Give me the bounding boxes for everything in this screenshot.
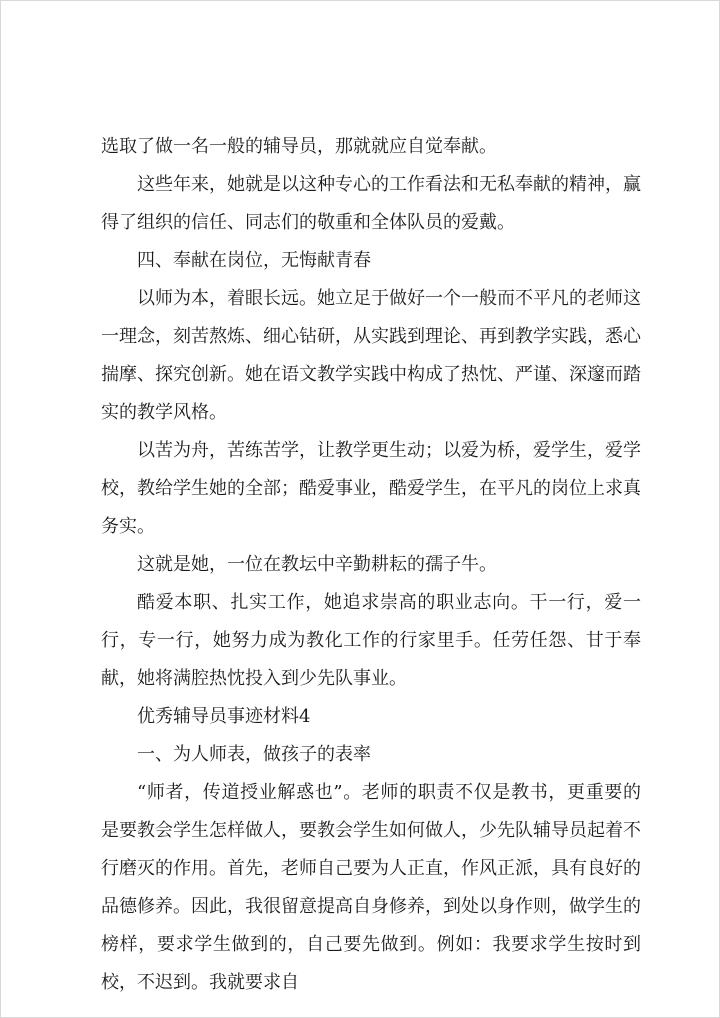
- document-subtitle: 优秀辅导员事迹材料4: [137, 706, 311, 727]
- paragraph: 选取了做一名一般的辅导员，那就就应自觉奉献。: [101, 136, 497, 157]
- section-heading: 一、为人师表，做孩子的表率: [137, 744, 371, 765]
- paragraph: 这些年来，她就是以这种专心的工作看法和无私奉献的精神，赢得了组织的信任、同志们的敬重和全体队员的爱戴。: [101, 174, 641, 233]
- section-heading: 四、奉献在岗位，无悔献青春: [137, 250, 371, 271]
- paragraph: 酷爱本职、扎实工作，她追求崇高的职业志向。干一行，爱一行，专一行，她努力成为教化工作的行家里手。任劳任怨、甘于奉献，她将满腔热忱投入到少先队事业。: [101, 592, 641, 689]
- paragraph: “师者，传道授业解惑也”。老师的职责不仅是教书，更重要的是要教会学生怎样做人，要教会学生如何做人，少先队辅导员起着不行磨灭的作用。首先，老师自己要为人正直，作风正派，具有良好的品德修养。因此，我很留意提高自身修养，到处以身作则，做学生的榜样，要求学生做到的，自己要先做到。例如：我要求学生按时到校，不迟到。我就要求自: [101, 782, 641, 993]
- paragraph: 这就是她，一位在教坛中辛勤耕耘的孺子牛。: [137, 554, 497, 575]
- document-body: [101, 128, 641, 1002]
- paragraph: 以师为本，着眼长远。她立足于做好一个一般而不平凡的老师这一理念，刻苦熬炼、细心钻研，从实践到理论、再到教学实践，悉心揣摩、探究创新。她在语文教学实践中构成了热忱、严谨、深邃而踏实的教学风格。: [101, 288, 641, 423]
- paragraph: 以苦为舟，苦练苦学，让教学更生动；以爱为桥，爱学生，爱学校，教给学生她的全部；酷爱事业，酷爱学生，在平凡的岗位上求真务实。: [101, 440, 641, 537]
